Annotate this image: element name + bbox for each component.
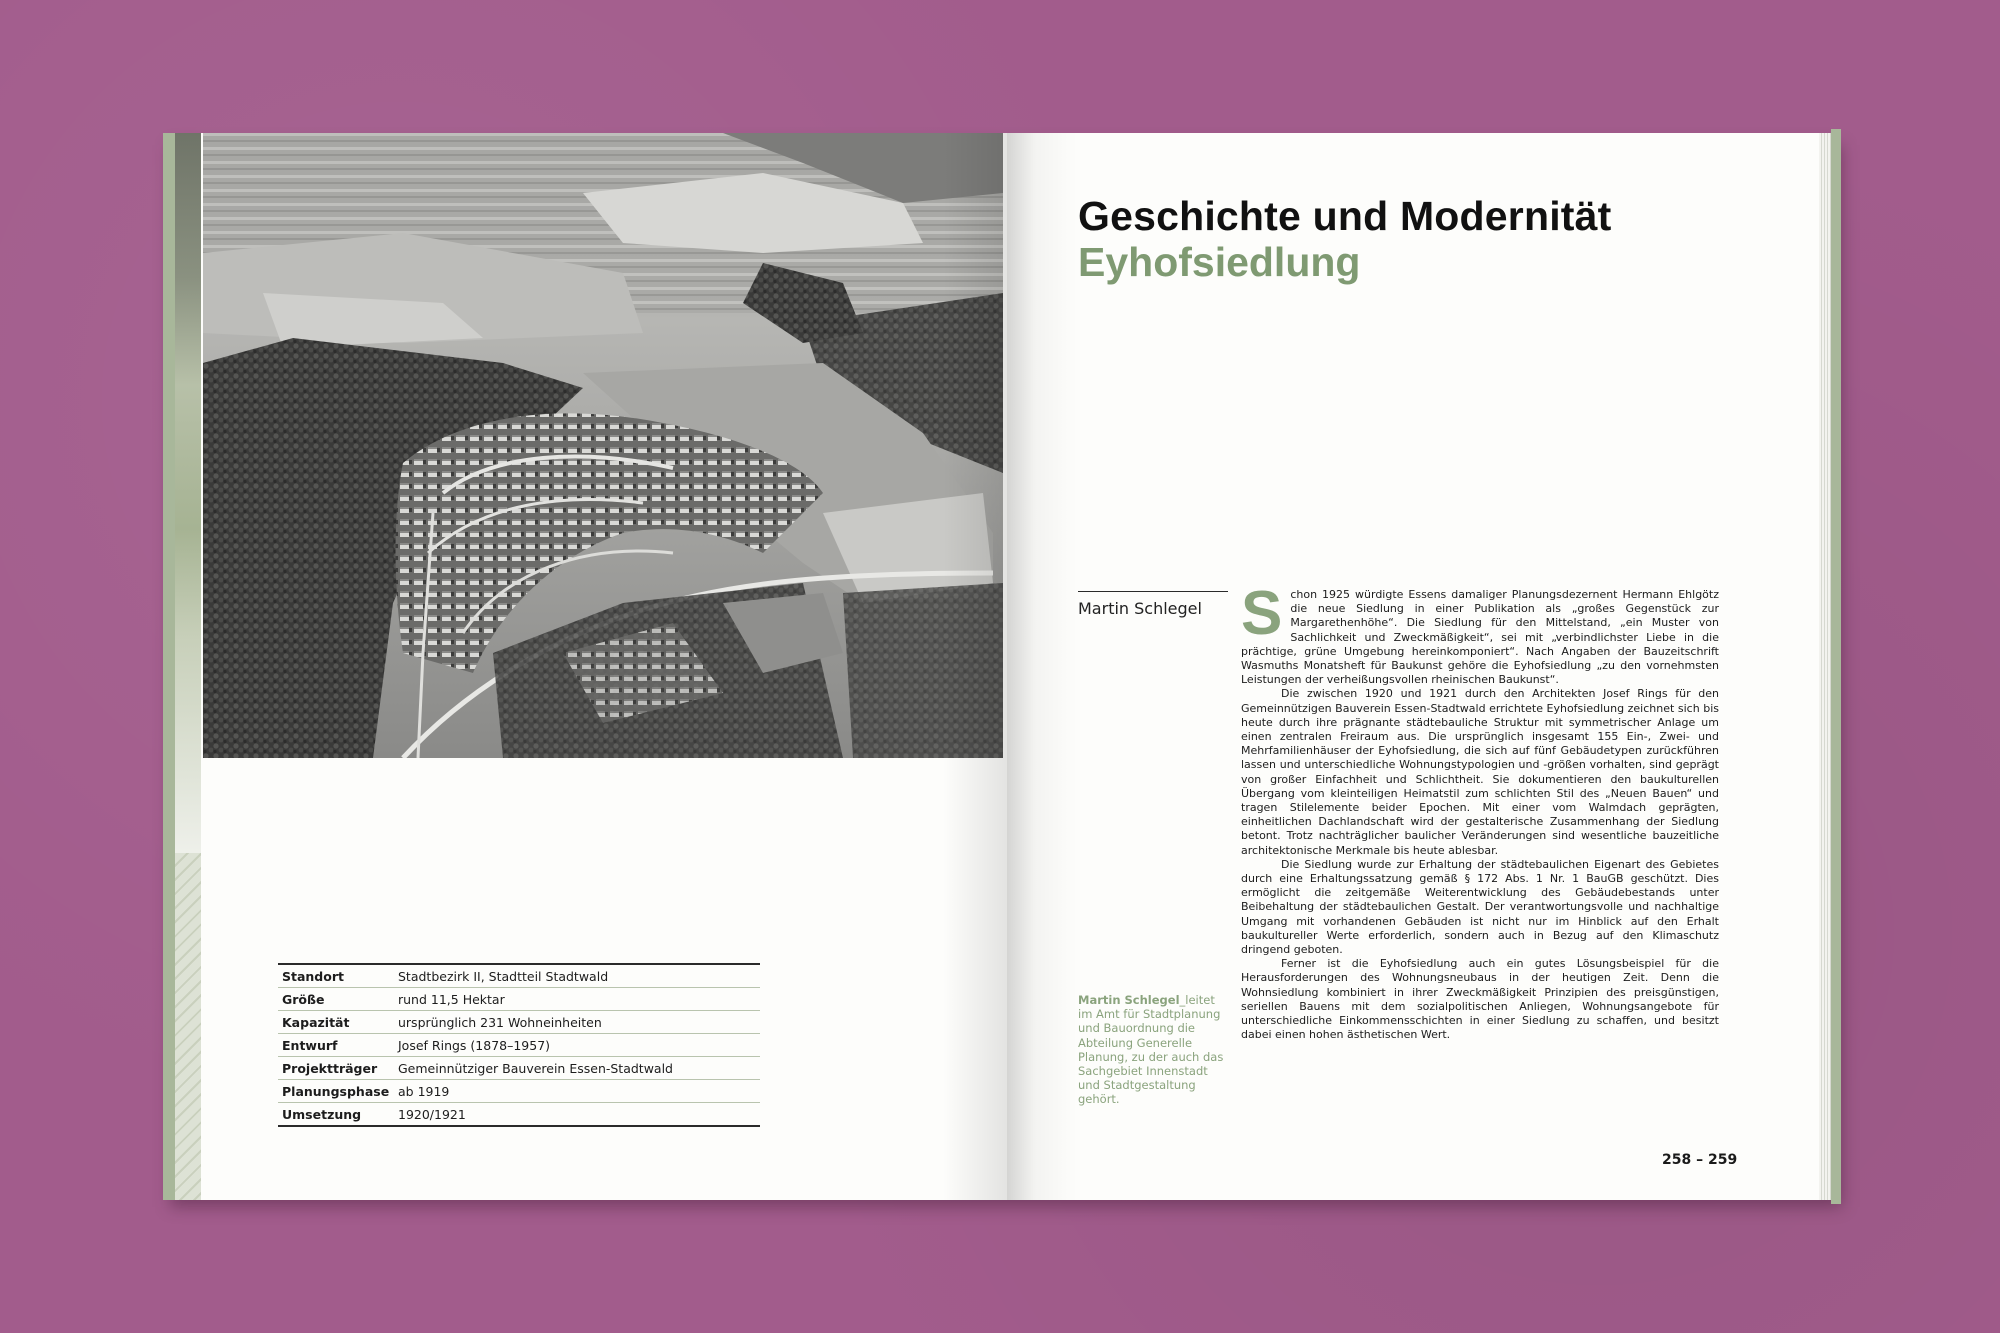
bio-name: Martin Schlegel xyxy=(1078,993,1180,1007)
aerial-photo xyxy=(203,133,1003,758)
page-numbers: 258 – 259 xyxy=(1662,1152,1738,1168)
fact-label: Größe xyxy=(282,991,325,1007)
body-paragraph: Die Siedlung wurde zur Erhaltung der städtebaulichen Eigenart des Gebietes durch eine Erhaltungssatzung gemäß § 172 Abs. 1 Nr. 1 BauGB geschützt. Dies ermöglicht die zeitgemäße Weiterentwicklung des Gebäudebestands unter Beibehaltung der städtebaulichen Gestalt. Der verantwortungsvolle und nachhaltige Umgang mit vorhandenen Gebäuden ist nicht nur im Hinblick auf den Erhalt baukultureller Werte erforderlich, sondern auch in Bezug auf den Klimaschutz dringend geboten. xyxy=(1241,857,1719,957)
fact-value: ab 1919 xyxy=(398,1083,450,1099)
fact-label: Standort xyxy=(282,968,344,984)
table-row xyxy=(278,1080,760,1103)
page-edge-hatch xyxy=(175,853,201,1200)
body-paragraph: Die zwischen 1920 und 1921 durch den Architekten Josef Rings für den Gemeinnützigen Bauverein Essen-Stadtwald errichtete Eyhofsiedlung zeichnet sich bis heute durch ihre prägnante städtebauliche Struktur mit symmetrischer Anlage um einen zentralen Freiraum aus. Die ursprünglich insgesamt 155 Ein-, Zwei- und Mehrfamilienhäuser der Eyhofsiedlung, die sich auf fünf Gebäudetypen zurückführen lassen und unterschiedliche Wohnungstypologien und -größen vorhalten, sind geprägt von großer Einfachheit und Schlichtheit. Sie dokumentieren den baukulturellen Übergang vom kleinteiligen Heimatstil zum schlichten Stil des „Neuen Bauen“ und tragen Stilelemente beider Epochen. Mit einer vom Walmdach geprägten, einheitlichen Dachlandschaft wird der gestalterische Zusammenhang der Siedlung betont. Trotz nachträglicher baulicher Veränderungen sind wesentliche bauzeitliche architektonische Merkmale bis heute ablesbar. xyxy=(1241,687,1719,857)
article-body xyxy=(1241,579,1719,1043)
drop-cap: S xyxy=(1241,579,1283,648)
body-paragraph: chon 1925 würdigte Essens damaliger Planungsdezernent Hermann Ehlgötz die neue Siedlung in einer Publikation als „großes Gegenstück zur Margarethenhöhe“. Die Siedlung für den Mittelstand, „ein Muster von Sachlichkeit und Zweckmäßigkeit“, sei mit „verbindlichster Liebe in die prächtige, grüne Umgebung hereinkomponiert“. Nach Angaben der Bauzeitschrift Wasmuths Monatsheft für Baukunst gehöre die Eyhofsiedlung „zu den vornehmsten Leistungen der verheißungsvollen rheinischen Baukunst“. xyxy=(1241,588,1719,687)
body-paragraph: Ferner ist die Eyhofsiedlung auch ein gutes Lösungsbeispiel für die Herausforderungen des Wohnungsneubaus in der heutigen Zeit. Denn die Wohnsiedlung kombiniert in ihrer Zweckmäßigkeit Prinzipien des preisgünstigen, seriellen Bauens mit dem sozialpolitischen Anliegen, Wohnungsangebote für unterschiedliche Einkommensschichten in einer Siedlung zu schaffen, und besitzt dabei einen hohen ästhetischen Wert. xyxy=(1241,957,1719,1042)
fact-value: Gemeinnütziger Bauverein Essen-Stadtwald xyxy=(398,1060,673,1076)
fact-value: ursprünglich 231 Wohneinheiten xyxy=(398,1014,602,1030)
fact-value: rund 11,5 Hektar xyxy=(398,991,505,1007)
aerial-photo-icon xyxy=(203,133,1003,758)
fact-label: Kapazität xyxy=(282,1014,350,1030)
table-row xyxy=(278,965,760,988)
fact-value: Josef Rings (1878–1957) xyxy=(398,1037,551,1053)
fact-value: Stadtbezirk II, Stadtteil Stadtwald xyxy=(398,968,609,984)
left-cover-edge xyxy=(163,133,175,1200)
left-gutter-shadow xyxy=(943,133,1007,1200)
facts-table xyxy=(278,963,760,1127)
author-bio xyxy=(1078,993,1230,1107)
table-row xyxy=(278,1057,760,1080)
table-row xyxy=(278,1103,760,1125)
table-row xyxy=(278,988,760,1011)
right-gutter-shadow xyxy=(1007,133,1077,1200)
page-subtitle: Eyhofsiedlung xyxy=(1078,239,1361,285)
open-book xyxy=(163,133,1841,1200)
author-rule xyxy=(1078,591,1228,592)
fact-label: Entwurf xyxy=(282,1037,338,1053)
fact-label: Projektträger xyxy=(282,1060,378,1076)
table-row xyxy=(278,1011,760,1034)
right-cover-edge xyxy=(1831,129,1841,1204)
fact-label: Planungsphase xyxy=(282,1083,390,1099)
table-row xyxy=(278,1034,760,1057)
author-name: Martin Schlegel xyxy=(1078,599,1202,618)
bio-text: _leitet im Amt für Stadtplanung und Bauordnung die Abteilung Generelle Planung, zu der auch das Sachgebiet Innenstadt und Stadtgestaltung gehört. xyxy=(1078,993,1224,1107)
page-title: Geschichte und Modernität xyxy=(1078,193,1612,239)
fact-label: Umsetzung xyxy=(282,1106,362,1122)
previous-page-sliver xyxy=(175,133,201,853)
left-page-stack xyxy=(175,133,201,1200)
left-page xyxy=(163,133,1007,1200)
fact-value: 1920/1921 xyxy=(398,1106,466,1122)
